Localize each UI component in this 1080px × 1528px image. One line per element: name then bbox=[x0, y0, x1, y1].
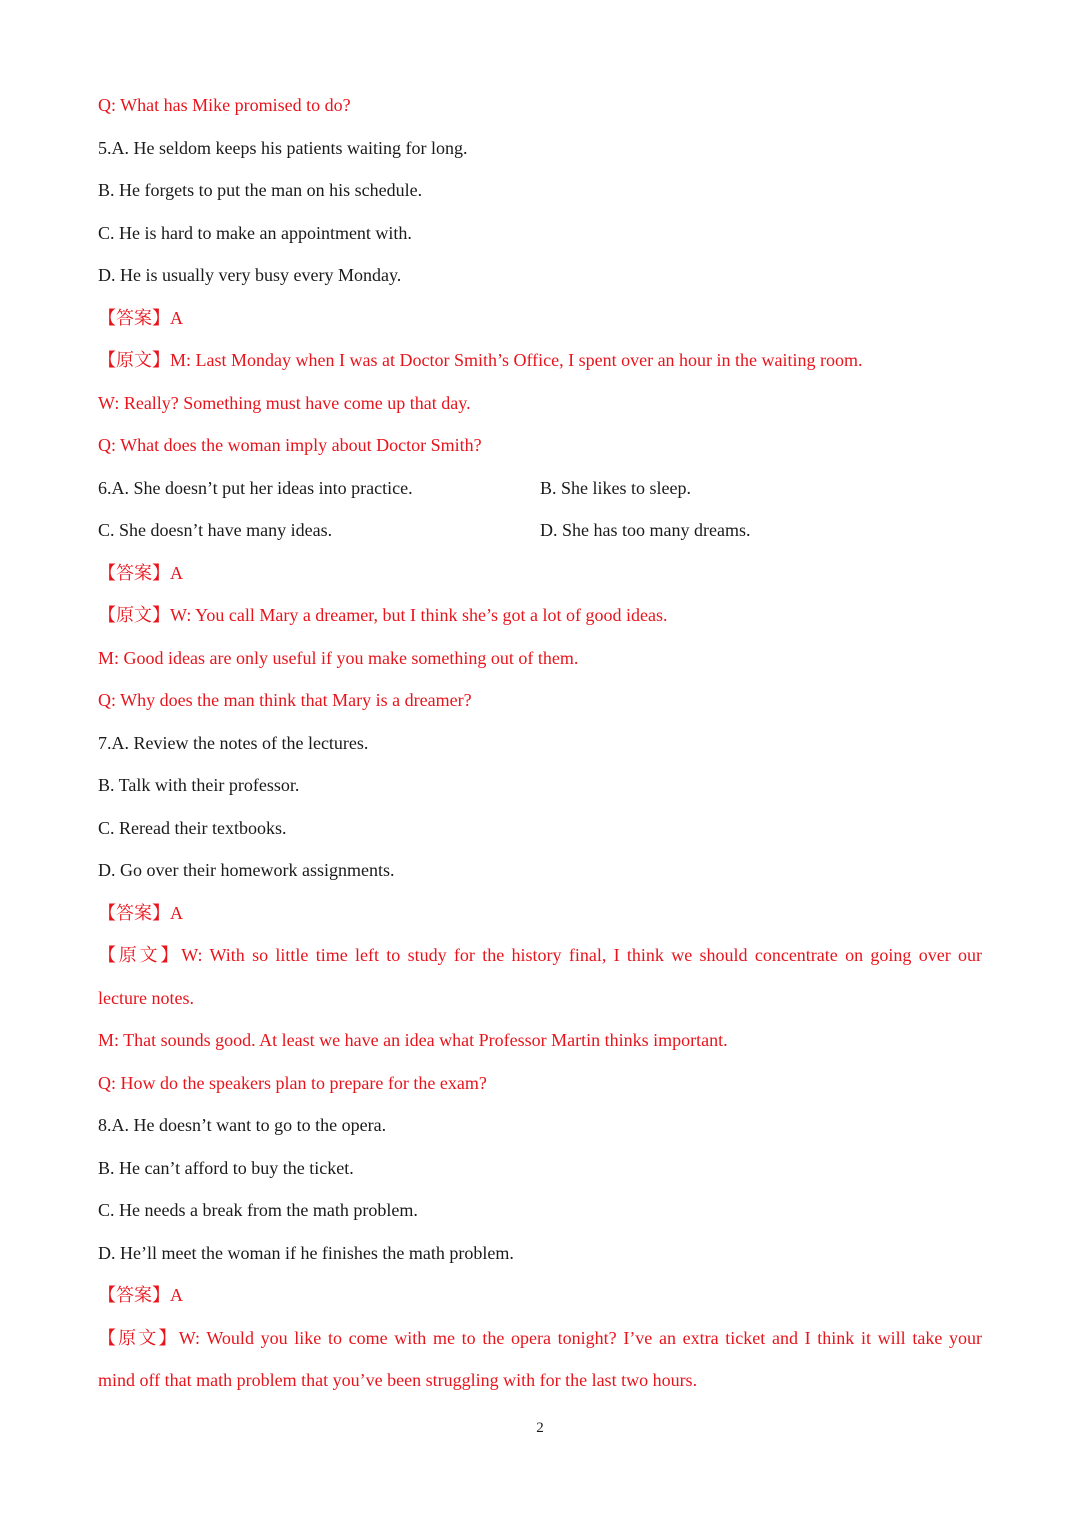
line-text: B. He can’t afford to buy the ticket. bbox=[98, 1157, 354, 1178]
text-line bbox=[98, 646, 982, 670]
line-text: M: Good ideas are only useful if you make something out of them. bbox=[98, 647, 579, 668]
text-line bbox=[98, 603, 982, 627]
text-line bbox=[98, 136, 982, 160]
text-line bbox=[98, 263, 982, 287]
line-text: D. He’ll meet the woman if he finishes the math problem. bbox=[98, 1242, 514, 1263]
line-text: 7.A. Review the notes of the lectures. bbox=[98, 732, 369, 753]
line-text: W: Really? Something must have come up that day. bbox=[98, 392, 471, 413]
text-line bbox=[98, 1241, 982, 1265]
line-text-second-column: D. She has too many dreams. bbox=[540, 520, 751, 540]
text-line bbox=[98, 306, 982, 330]
text-line bbox=[98, 773, 982, 797]
text-line bbox=[98, 476, 982, 500]
line-text: 【原文】M: Last Monday when I was at Doctor Smith’s Office, I spent over an hour in the waiting room. bbox=[98, 350, 863, 370]
text-line bbox=[98, 1156, 982, 1180]
line-text: D. He is usually very busy every Monday. bbox=[98, 265, 402, 285]
text-line bbox=[98, 1028, 982, 1052]
text-line bbox=[98, 178, 982, 202]
text-line bbox=[98, 901, 982, 925]
line-text: mind off that math problem that you’ve been struggling with for the last two hours. bbox=[98, 1370, 698, 1390]
text-line bbox=[98, 93, 982, 117]
line-text: C. Reread their textbooks. bbox=[98, 817, 287, 838]
line-text: C. He needs a break from the math problem. bbox=[98, 1200, 418, 1220]
line-text: B. Talk with their professor. bbox=[98, 775, 300, 795]
line-text: C. She doesn’t have many ideas. bbox=[98, 520, 333, 540]
text-line bbox=[98, 816, 982, 840]
line-text: 【答案】A bbox=[98, 1285, 183, 1305]
text-line bbox=[98, 348, 982, 372]
line-text: 【答案】A bbox=[98, 562, 183, 583]
text-line bbox=[98, 433, 982, 457]
line-text: 【答案】A bbox=[98, 902, 183, 923]
line-text: C. He is hard to make an appointment with. bbox=[98, 222, 412, 243]
text-line bbox=[98, 1326, 982, 1350]
line-text: B. He forgets to put the man on his schedule. bbox=[98, 180, 423, 200]
text-line bbox=[98, 1113, 982, 1137]
line-text: 【原文】W: Would you like to come with me to the opera tonight? I’ve an extra ticket and I think it will take your bbox=[98, 1327, 982, 1348]
line-text: Q: How do the speakers plan to prepare for the exam? bbox=[98, 1072, 487, 1093]
line-text: 【原文】W: You call Mary a dreamer, but I think she’s got a lot of good ideas. bbox=[98, 605, 668, 625]
line-text: 6.A. She doesn’t put her ideas into practice. bbox=[98, 477, 413, 498]
line-text: Q: What does the woman imply about Doctor Smith? bbox=[98, 435, 482, 455]
text-line bbox=[98, 858, 982, 882]
text-line bbox=[98, 731, 982, 755]
text-line bbox=[98, 518, 982, 542]
text-line bbox=[98, 221, 982, 245]
text-line bbox=[98, 391, 982, 415]
line-text: M: That sounds good. At least we have an idea what Professor Martin thinks important. bbox=[98, 1030, 728, 1050]
line-text: 5.A. He seldom keeps his patients waiting for long. bbox=[98, 137, 468, 158]
line-text: 【原文】W: With so little time left to study for the history final, I think we should concentrate on going over our bbox=[98, 945, 982, 965]
line-text: 【答案】A bbox=[98, 307, 183, 328]
line-text: lecture notes. bbox=[98, 987, 194, 1008]
text-line bbox=[98, 943, 982, 967]
text-line bbox=[98, 1071, 982, 1095]
text-line bbox=[98, 561, 982, 585]
text-line bbox=[98, 986, 982, 1010]
text-line bbox=[98, 1368, 982, 1392]
text-line bbox=[98, 1283, 982, 1307]
text-line bbox=[98, 1198, 982, 1222]
line-text-second-column: B. She likes to sleep. bbox=[540, 477, 691, 498]
line-text: Q: What has Mike promised to do? bbox=[98, 95, 351, 115]
line-text: 8.A. He doesn’t want to go to the opera. bbox=[98, 1115, 387, 1135]
line-text: Q: Why does the man think that Mary is a dreamer? bbox=[98, 690, 472, 710]
page-number: 2 bbox=[536, 1420, 544, 1436]
line-text: D. Go over their homework assignments. bbox=[98, 860, 395, 880]
text-line bbox=[98, 688, 982, 712]
